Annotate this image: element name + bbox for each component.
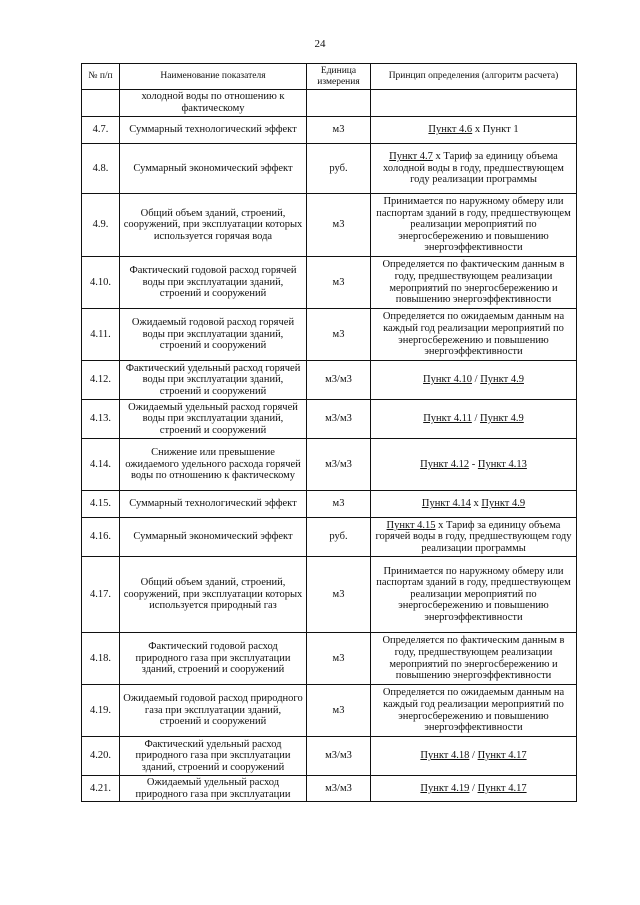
table-row: [82, 737, 577, 776]
principle-text: x Тариф за единицу объема горячей воды в году, предшествующем году реализации программы: [375, 519, 572, 554]
principle-cell: [371, 361, 577, 400]
table-row: [82, 117, 577, 144]
table-row: [82, 400, 577, 439]
row-number: 4.12.: [82, 361, 120, 400]
table-header-row: [82, 64, 577, 90]
indicator-name: Фактический удельный расход горячей воды при эксплуатации зданий, строений и сооружений: [120, 361, 307, 400]
row-number: 4.9.: [82, 194, 120, 257]
row-number: 4.7.: [82, 117, 120, 144]
item-reference-link[interactable]: Пункт 4.13: [477, 458, 527, 470]
unit-cell: м3: [307, 685, 371, 737]
unit-cell: м3/м3: [307, 400, 371, 439]
table-row: [82, 633, 577, 685]
row-number: 4.10.: [82, 257, 120, 309]
indicator-name: Ожидаемый удельный расход природного газа при эксплуатации: [120, 776, 307, 802]
principle-cell: [371, 439, 577, 491]
indicator-name: Фактический годовой расход горячей воды при эксплуатации зданий, строений и сооружений: [120, 257, 307, 309]
table-row: [82, 439, 577, 491]
principle-cell: [371, 90, 577, 117]
principle-cell: [371, 400, 577, 439]
unit-cell: м3/м3: [307, 361, 371, 400]
item-reference-link[interactable]: Пункт 4.18: [420, 750, 470, 762]
unit-cell: м3: [307, 309, 371, 361]
item-reference-link[interactable]: Пункт 4.7: [389, 151, 433, 163]
unit-cell: [307, 90, 371, 117]
table-row: [82, 257, 577, 309]
table-row: [82, 144, 577, 194]
table-row: [82, 361, 577, 400]
unit-cell: м3/м3: [307, 439, 371, 491]
principle-cell: [371, 737, 577, 776]
table-row: [82, 776, 577, 802]
row-number: 4.8.: [82, 144, 120, 194]
indicator-name: Суммарный технологический эффект: [120, 117, 307, 144]
principle-cell: [371, 309, 577, 361]
table-row: [82, 194, 577, 257]
unit-cell: руб.: [307, 144, 371, 194]
row-number: 4.11.: [82, 309, 120, 361]
table-row: [82, 309, 577, 361]
header-unit: Единица измерения: [307, 64, 371, 90]
principle-cell: [371, 633, 577, 685]
principle-text: x Пункт 1: [472, 124, 519, 136]
principle-cell: [371, 557, 577, 633]
principle-cell: [371, 257, 577, 309]
item-reference-link[interactable]: Пункт 4.17: [477, 782, 527, 794]
header-num: № п/п: [82, 64, 120, 90]
item-reference-link[interactable]: Пункт 4.19: [420, 782, 470, 794]
table-row: [82, 491, 577, 518]
indicator-name: Снижение или превышение ожидаемого удельного расхода горячей воды по отношению к фактическому: [120, 439, 307, 491]
table-row: [82, 518, 577, 557]
row-number: 4.16.: [82, 518, 120, 557]
principle-text: Определяется по ожидаемым данным на каждый год реализации мероприятий по энергосбережению и повышению энергоэффективности: [382, 311, 565, 358]
item-reference-link[interactable]: Пункт 4.10: [423, 374, 473, 386]
item-reference-link[interactable]: Пункт 4.9: [480, 374, 524, 386]
row-number: 4.18.: [82, 633, 120, 685]
table-body: [82, 90, 577, 802]
row-number: 4.15.: [82, 491, 120, 518]
indicators-table: [81, 63, 577, 802]
principle-text: /: [472, 374, 481, 386]
row-number: 4.20.: [82, 737, 120, 776]
indicator-name: Ожидаемый годовой расход природного газа при эксплуатации зданий, строений и сооружений: [120, 685, 307, 737]
row-number: 4.17.: [82, 557, 120, 633]
principle-cell: [371, 685, 577, 737]
unit-cell: руб.: [307, 518, 371, 557]
table-row: [82, 557, 577, 633]
principle-cell: [371, 144, 577, 194]
principle-text: /: [469, 750, 478, 762]
item-reference-link[interactable]: Пункт 4.17: [477, 750, 527, 762]
indicator-name: Общий объем зданий, строений, сооружений, при эксплуатации которых используется природный газ: [120, 557, 307, 633]
unit-cell: м3: [307, 194, 371, 257]
unit-cell: м3: [307, 257, 371, 309]
table-row: [82, 90, 577, 117]
unit-cell: м3/м3: [307, 737, 371, 776]
unit-cell: м3: [307, 491, 371, 518]
page-number: 24: [314, 38, 326, 50]
row-number: 4.21.: [82, 776, 120, 802]
principle-cell: [371, 776, 577, 802]
principle-text: x: [470, 498, 482, 510]
header-name: Наименование показателя: [120, 64, 307, 90]
indicator-name: Ожидаемый годовой расход горячей воды при эксплуатации зданий, строений и сооружений: [120, 309, 307, 361]
principle-cell: [371, 117, 577, 144]
indicator-name: Фактический годовой расход природного газа при эксплуатации зданий, строений и сооружений: [120, 633, 307, 685]
indicator-name: холодной воды по отношению к фактическому: [120, 90, 307, 117]
principle-text: /: [469, 782, 478, 794]
row-number: [82, 90, 120, 117]
item-reference-link[interactable]: Пункт 4.15: [386, 519, 436, 531]
item-reference-link[interactable]: Пункт 4.11: [423, 413, 472, 425]
item-reference-link[interactable]: Пункт 4.6: [428, 124, 473, 136]
principle-text: Определяется по фактическим данным в году, предшествующем реализации мероприятий по энергосбережению и повышению энергоэффективности: [382, 635, 565, 682]
item-reference-link[interactable]: Пункт 4.14: [421, 498, 471, 510]
indicator-name: Суммарный экономический эффект: [120, 518, 307, 557]
principle-text: /: [471, 413, 481, 425]
indicator-name: Ожидаемый удельный расход горячей воды при эксплуатации зданий, строений и сооружений: [120, 400, 307, 439]
item-reference-link[interactable]: Пункт 4.9: [480, 413, 524, 425]
indicator-name: Суммарный технологический эффект: [120, 491, 307, 518]
principle-text: Определяется по фактическим данным в году, предшествующем реализации мероприятий по энергосбережению и повышению энергоэффективности: [382, 259, 565, 306]
principle-text: Принимается по наружному обмеру или паспортам зданий в году, предшествующем реализации мероприятий по энергосбережению и повышению энергоэффективности: [376, 196, 571, 254]
unit-cell: м3: [307, 557, 371, 633]
principle-text: x Тариф за единицу объема холодной воды в году, предшествующем году реализации программы: [383, 151, 564, 186]
indicator-name: Общий объем зданий, строений, сооружений, при эксплуатации которых используется горячая вода: [120, 194, 307, 257]
row-number: 4.14.: [82, 439, 120, 491]
principle-cell: [371, 194, 577, 257]
principle-text: Определяется по ожидаемым данным на каждый год реализации мероприятий по энергосбережению и повышению энергоэффективности: [382, 687, 565, 734]
unit-cell: м3: [307, 117, 371, 144]
table-row: [82, 685, 577, 737]
unit-cell: м3/м3: [307, 776, 371, 802]
row-number: 4.19.: [82, 685, 120, 737]
item-reference-link[interactable]: Пункт 4.12: [420, 458, 470, 470]
principle-text: Принимается по наружному обмеру или паспортам зданий в году, предшествующем реализации мероприятий по энергосбережению и повышению энергоэффективности: [376, 565, 571, 623]
item-reference-link[interactable]: Пункт 4.9: [481, 498, 526, 510]
row-number: 4.13.: [82, 400, 120, 439]
principle-cell: [371, 491, 577, 518]
principle-cell: [371, 518, 577, 557]
header-principle: Принцип определения (алгоритм расчета): [371, 64, 577, 90]
principle-text: -: [469, 458, 478, 470]
indicator-name: Фактический удельный расход природного газа при эксплуатации зданий, строений и сооружений: [120, 737, 307, 776]
indicator-name: Суммарный экономический эффект: [120, 144, 307, 194]
unit-cell: м3: [307, 633, 371, 685]
